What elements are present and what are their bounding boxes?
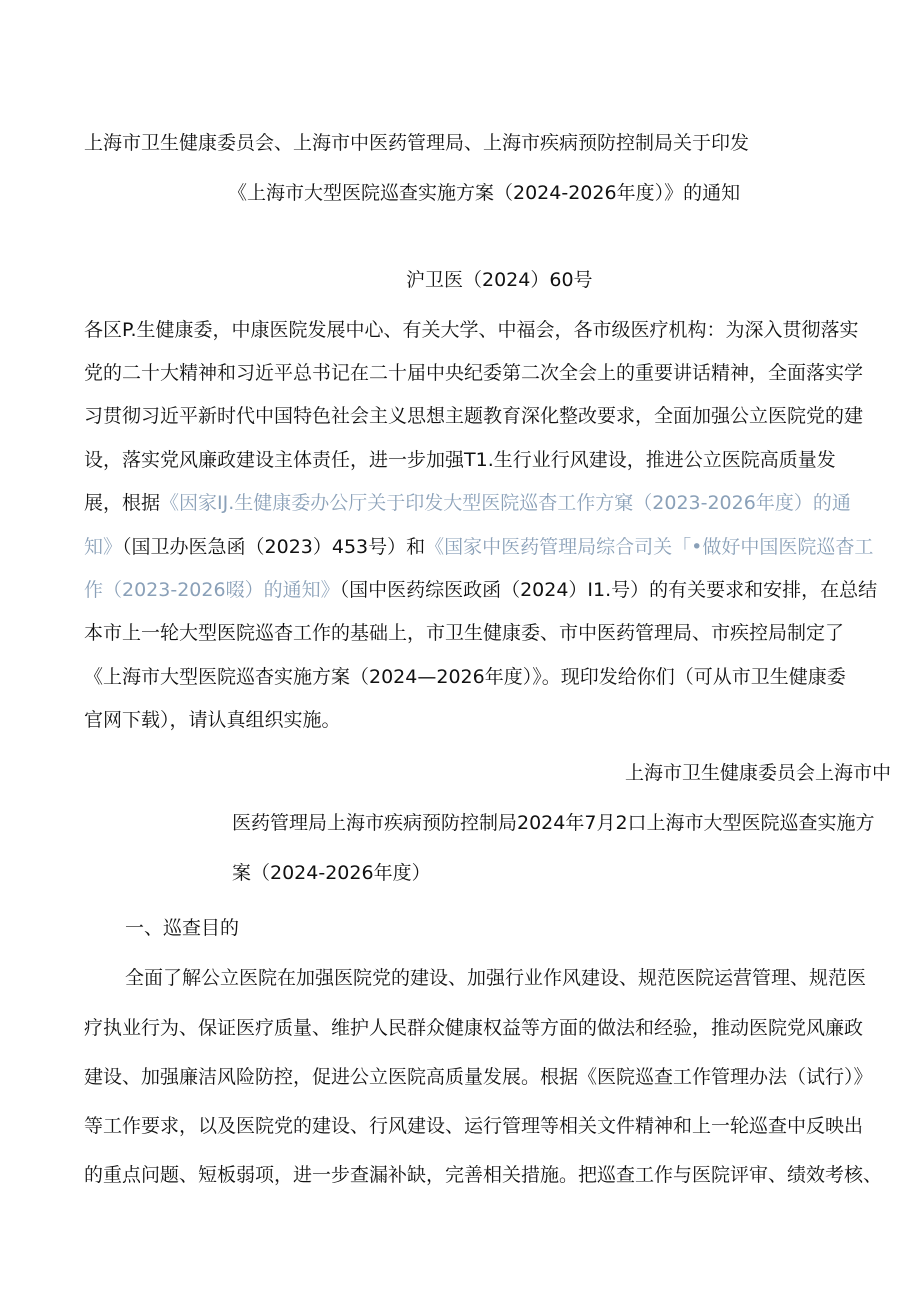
body-line: 本市上一轮大型医院巡杳工作的基础上，市卫生健康委、市中医药管理局、市疾控局制定了 [84, 622, 845, 644]
body-text: （国中医药综医政函（2024）I1.号）的有关要求和安排，在总结 [339, 579, 878, 601]
cited-document-link-2-end[interactable]: 作（2023-2026啜）的通知》 [84, 579, 340, 601]
section-paragraph-line: 等工作要求，以及医院党的建设、行风建设、运行管理等相关文件精神和上一轮巡查中反映出 [84, 1115, 864, 1137]
body-text: （国卫办医急函（2023）453号）和 [122, 536, 426, 558]
body-text: 展，根据 [84, 492, 161, 514]
section-heading: 一、巡查目的 [125, 917, 240, 939]
section-paragraph-line: 的重点问题、短板弱项，进一步查漏补缺，完善相关措施。把巡查工作与医院评审、绩效考核、 [84, 1164, 883, 1186]
body-line [84, 534, 873, 560]
body-line [84, 577, 877, 603]
body-line: 官网下载），请认真组织实施。 [84, 709, 341, 731]
body-line: 习贯彻习近平新时代中国特色社会主义思想主题教育深化整改要求，全面加强公立医院党的建 [84, 405, 864, 427]
section-paragraph-line: 建设、加强廉洁风险防控，促进公立医院高质量发展。根据《医院巡查工作管理办法（试行）》 [84, 1066, 873, 1088]
document-title-line-1: 上海市卫生健康委员会、上海市中医药管理局、上海市疾病预防控制局关于印发 [84, 132, 750, 154]
signature-line-3: 案（2024-2026年度） [232, 862, 431, 884]
section-paragraph-line: 疗执业行为、保证医疗质量、维护人民群众健康权益等方面的做法和经验，推动医院党风廉政 [84, 1017, 864, 1039]
cited-document-link-1-end[interactable]: 知》 [84, 536, 123, 558]
signature-line-2: 医药管理局上海市疾病预防控制局2024年7月2口上海市大型医院巡查实施方 [232, 812, 875, 834]
body-line: 设，落实党风廉政建设主体责任，进一步加强T1.生行业行风建设，推进公立医院高质量发 [84, 449, 836, 471]
document-number: 沪卫医（2024）60号 [406, 269, 593, 291]
body-line [84, 490, 851, 516]
cited-document-link-1[interactable]: 《因家IJ.生健康委办公厅关于印发大型医院巡杳工作方窠（2023-2026年度）的通 [160, 492, 851, 514]
body-line: 《上海市大型医院巡杳实施方案（2024—2026年度）》。现印发给你们（可从市卫生健康委 [84, 666, 846, 688]
body-line: 各区P.生健康委，中康医院发展中心、有关大学、中福会，各市级医疗机构：为深入贯彻落实 [84, 319, 859, 341]
section-paragraph-line: 全面了解公立医院在加强医院党的建设、加强行业作风建设、规范医院运营管理、规范医 [125, 967, 867, 989]
signature-line-1: 上海市卫生健康委员会上海市中 [625, 762, 892, 784]
body-line: 党的二十大精神和习近平总书记在二十届中央纪委第二次全会上的重要讲话精神，全面落实学 [84, 362, 864, 384]
document-title-line-2: 《上海市大型医院巡查实施方案（2024-2026年度）》的通知 [228, 182, 741, 204]
cited-document-link-2[interactable]: 《国家中医药管理局综合司关「•做好中国医院巡杳工 [425, 536, 874, 558]
